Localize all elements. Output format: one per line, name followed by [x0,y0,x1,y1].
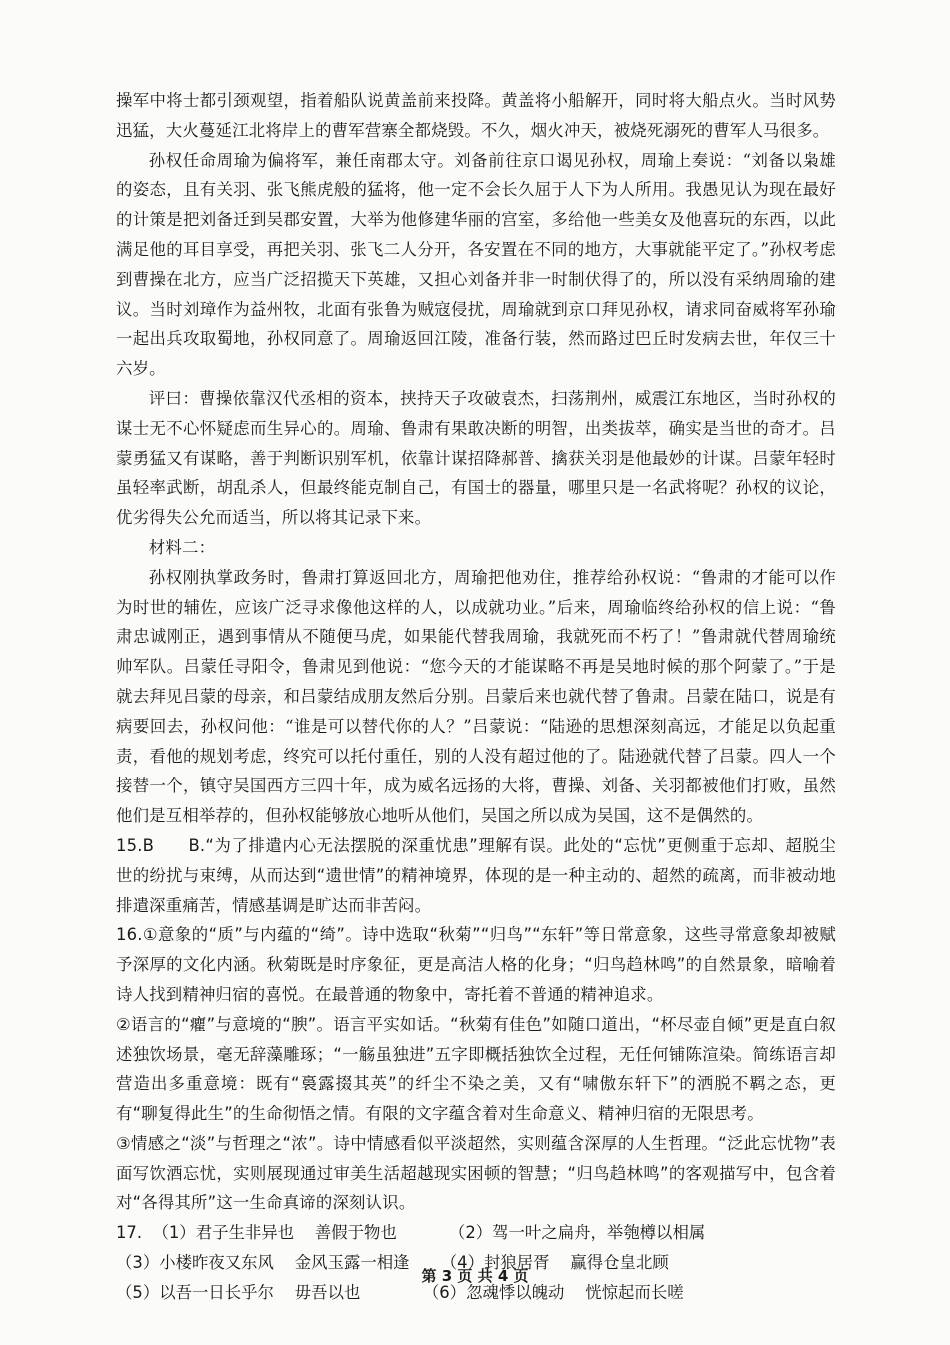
answer-17-line-2: （3）小楼昨夜又东风 金风玉露一相逢 （4）封狼居胥 赢得仓皇北顾 [116,1253,669,1273]
answer-section [116,831,836,1308]
material1-comment-paragraph: 评曰：曹操依靠汉代丞相的资本，挟持天子攻破袁杰，扫荡荆州，威震江东地区，当时孙权的谋士无不心怀疑虑而生异心的。周瑜、鲁肃有果敢决断的明智，出类拔萃，确实是当世的奇才。吕蒙勇猛又有谋略，善于判断识别军机，依靠计谋招降郝普、擒获关羽是他最妙的计谋。吕蒙年轻时虽轻率武断，胡乱杀人，但最终能克制自己，有国士的器量，哪里只是一名武将呢？孙权的议论，优劣得失公允而适当，所以将其记录下来。 [116,388,836,528]
material2-paragraph: 孙权刚执掌政务时，鲁肃打算返回北方，周瑜把他劝住，推荐给孙权说：“鲁肃的才能可以作为时世的辅佐，应该广泛寻求像他这样的人，以成就功业。”后来，周瑜临终给孙权的信上说：“鲁肃忠诚刚正，遇到事情从不随便马虎，如果能代替我周瑜，我就死而不朽了！”鲁肃就代替周瑜统帅军队。吕蒙任寻阳令，鲁肃见到他说：“您今天的才能谋略不再是吴地时候的那个阿蒙了。”于是就去拜见吕蒙的母亲，和吕蒙结成朋友然后分别。吕蒙后来也就代替了鲁肃。吕蒙在陆口，说是有病要回去，孙权问他：“谁是可以替代你的人？”吕蒙说：“陆逊的思想深刻高远，才能足以负起重责，看他的规划考虑，终究可以托付重任，别的人没有超过他的了。陆逊就代替了吕蒙。四人一个接替一个，镇守吴国西方三四十年，成为威名远扬的大将，曹操、刘备、关羽都被他们打败，虽然他们是互相举荐的，但孙权能够放心地听从他们，吴国之所以成为吴国，这不是偶然的。 [116,567,836,826]
answer-16-point-2: ②语言的“癯”与意境的“腴”。语言平实如话。“秋菊有佳色”如随口道出，“杯尽壶自倾”更是直白叙述独饮场景，毫无辞藻雕琢；“一觞虽独进”五字即概括独饮全过程，无任何铺陈渲染。简练语言却营造出多重意境：既有“裛露掇其英”的纤尘不染之美，又有“啸傲东轩下”的洒脱不羁之态，更有“聊复得此生”的生命彻悟之情。有限的文字蕴含着对生命意义、精神归宿的无限思考。 [116,1014,836,1124]
material1-sunquan-paragraph: 孙权任命周瑜为偏将军，兼任南郡太守。刘备前往京口谒见孙权，周瑜上奏说：“刘备以枭雄的姿态，且有关羽、张飞熊虎般的猛将，他一定不会长久屈于人下为人所用。我愚见认为现在最好的计策是把刘备迁到吴郡安置，大举为他修建华丽的宫室，多给他一些美女及他喜玩的东西，以此满足他的耳目享受，再把关羽、张飞二人分开，各安置在不同的地方，大事就能平定了。”孙权考虑到曹操在北方，应当广泛招揽天下英雄，又担心刘备并非一时制伏得了的，所以没有采纳周瑜的建议。当时刘璋作为益州牧，北面有张鲁为贼寇侵扰，周瑜就到京口拜见孙权，请求同奋威将军孙瑜一起出兵攻取蜀地，孙权同意了。周瑜返回江陵，准备行装，然而路过巴丘时发病去世，年仅三十六岁。 [116,150,836,379]
page-content [116,86,836,1308]
page-number-footer: 第 3 页 共 4 页 [421,1267,529,1285]
material1-intro: 操军中将士都引颈观望，指着船队说黄盖前来投降。黄盖将小船解开，同时将大船点火。当时风势迅猛，大火蔓延江北将岸上的曹军营寨全都烧毁。不久，烟火冲天，被烧死溺死的曹军人马很多。 [116,91,836,140]
answer-17-line-3: （5）以吾一日长乎尔 毋吾以也 （6）忽魂悸以魄动 恍惊起而长嗟 [116,1282,684,1302]
answer-17-line-1: 17. （1）君子生非异也 善假于物也 （2）驾一叶之扁舟，举匏樽以相属 [116,1223,706,1243]
material2-heading: 材料二： [148,537,216,557]
answer-16-point-1: 16.①意象的“质”与内蕴的“绮”。诗中选取“秋菊”“归鸟”“东轩”等日常意象，这些寻常意象却被赋予深厚的文化内涵。秋菊既是时序象征，更是高洁人格的化身；“归鸟趋林鸣”的自然景象，暗喻着诗人找到精神归宿的喜悦。在最普通的物象中，寄托着不普通的精神追求。 [116,925,836,1004]
answer-15: 15.B B.“为了排遣内心无法摆脱的深重忧患”理解有误。此处的“忘忧”更侧重于忘却、超脱尘世的纷扰与束缚，从而达到“遗世情”的精神境界，体现的是一种主动的、超然的疏离，而非被动地排遣深重痛苦，情感基调是旷达而非苦闷。 [116,835,836,915]
answer-16-point-3: ③情感之“淡”与哲理之“浓”。诗中情感看似平淡超然，实则蕴含深厚的人生哲理。“泛此忘忧物”表面写饮酒忘忧，实则展现通过审美生活超越现实困顿的智慧；“归鸟趋林鸣”的客观描写中，包含着对“各得其所”这一生命真谛的深刻认识。 [116,1133,836,1213]
